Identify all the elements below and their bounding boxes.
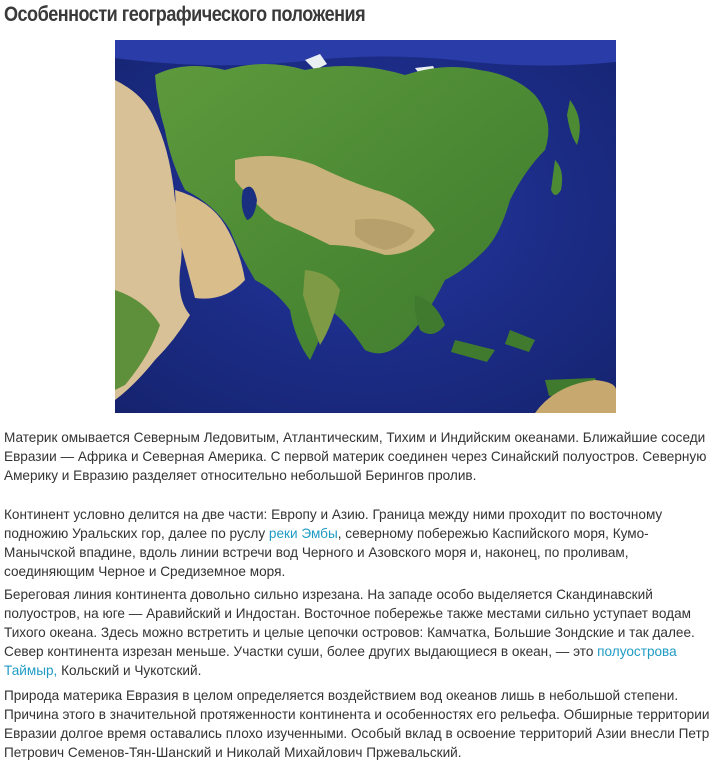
link-taymyr-peninsula[interactable]: полуострова Таймыр,: [4, 644, 677, 678]
paragraph-nature: Природа материка Евразия в целом определяется воздействием вод океанов лишь в небольшой степени. Причина этого в значительной протяженности континента и особенностях его рельефа. Обширные территории Евразии долгое время оставались плохо изученными. Особый вклад в освоение территорий Азии внесли Петр Петрович Семенов-Тян-Шанский и Николай Михайлович Пржевальский.: [4, 688, 710, 760]
map-image: [115, 40, 616, 413]
paragraph-coastline: [4, 585, 716, 680]
paragraph-oceans: Материк омывается Северным Ледовитым, Атлантическим, Тихим и Индийским океанами. Ближайшие соседи Евразии — Африка и Северная Америка. С первой материк соединен через Синайский полуостров. Северную Америку и Евразию разделяет относительно небольшой Берингов пролив.: [4, 430, 707, 483]
paragraph-coastline-text-1: Береговая линия континента довольно сильно изрезана. На западе особо выделяется Скандинавский полуостров, на юге — Аравийский и Индостан. Восточное побережье также местами сильно уступает водам Тихого океана. Здесь можно встретить и целые цепочки островов: Камчатка, Большие Зондские и так далее. Север континента изрезан меньше. Участки суши, более других выдающиеся в океан, — это: [4, 587, 695, 659]
link-emba-river[interactable]: реки Эмбы: [268, 526, 338, 541]
paragraph-border-text-2: , северному побережью Каспийского моря, Кумо-Манычской впадине, вдоль линии встречи вод Черного и Азовского моря и, наконец, по проливам, соединяющим Черное и Средиземное моря.: [4, 526, 649, 579]
eurasia-satellite-map: [115, 40, 616, 413]
paragraph-border: [4, 505, 716, 581]
paragraph-coastline-text-2: Кольский и Чукотский.: [57, 663, 202, 678]
paragraph-border-text-1: Континент условно делится на две части: Европу и Азию. Граница между ними проходит по восточному подножию Уральских гор, далее по руслу: [4, 507, 663, 541]
page-title: Особенности географического положения: [4, 3, 366, 26]
